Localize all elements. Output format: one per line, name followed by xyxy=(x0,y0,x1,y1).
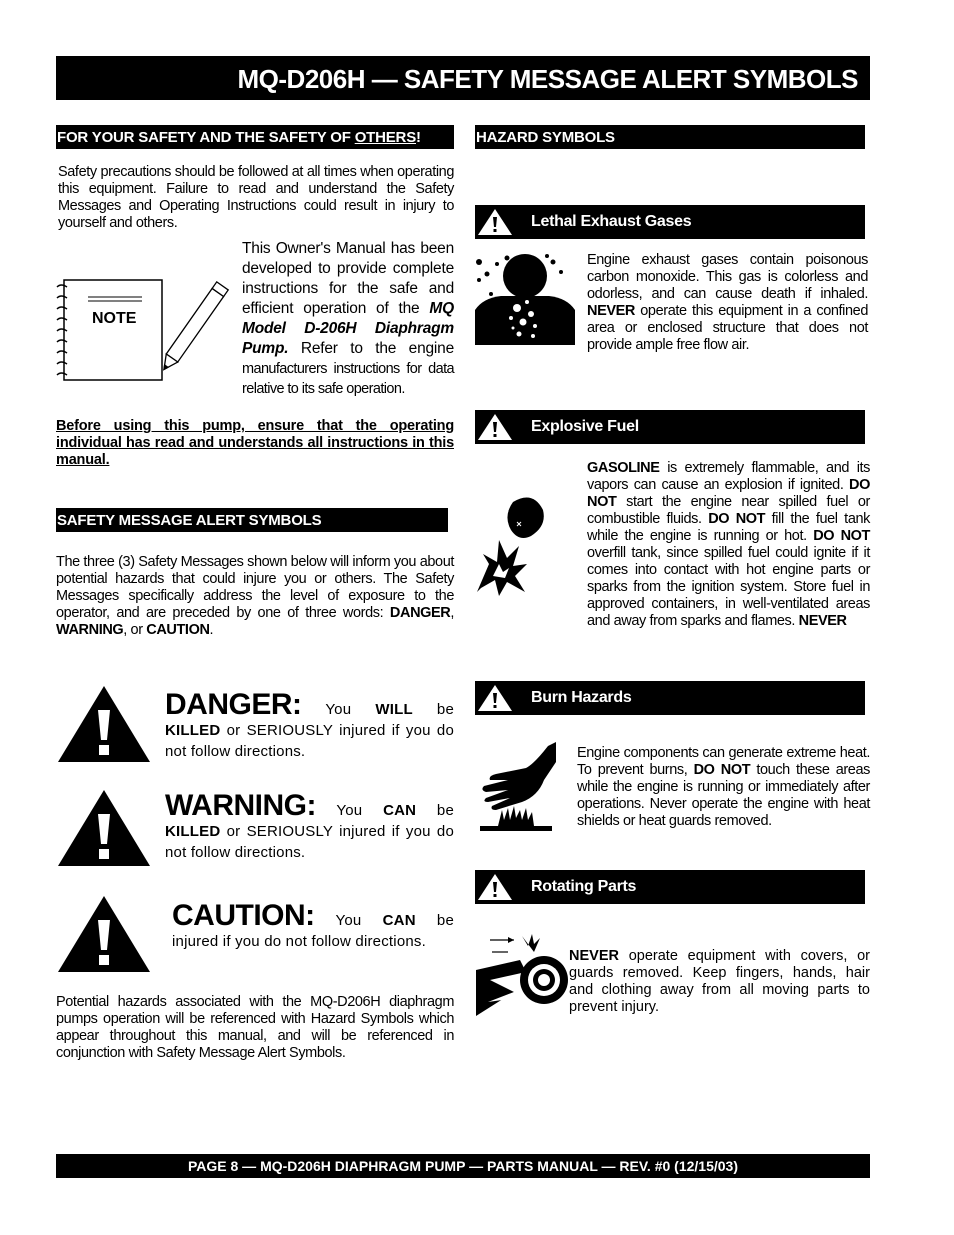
fuel-do-not-2: DO NOT xyxy=(708,511,766,527)
exhaust-warning-triangle-icon xyxy=(477,208,513,236)
safety-heading-suffix: ! xyxy=(416,129,421,146)
warning-killed: KILLED xyxy=(165,823,221,840)
danger-be: be xyxy=(412,701,454,718)
explosive-fuel-icon xyxy=(473,492,573,600)
exhaust-never: NEVER xyxy=(587,303,635,319)
rotating-parts-icon xyxy=(474,932,568,1024)
burn-description xyxy=(577,745,870,830)
warning-word: WARNING: xyxy=(165,789,316,822)
danger-rest: or SERIOUSLY injured if you do not follow directions. xyxy=(165,722,454,760)
exhaust-gas-person-icon xyxy=(473,250,577,350)
safety-heading-others: OTHERS xyxy=(354,129,416,146)
warning-you: You xyxy=(315,802,384,819)
burn-hazard-bar xyxy=(475,681,865,715)
fuel-hazard-label: Explosive Fuel xyxy=(531,418,639,435)
manual-model-name: MQ Model D-206H Diaphragm Pump. xyxy=(242,300,454,357)
fuel-gasoline: GASOLINE xyxy=(587,460,660,476)
danger-will: WILL xyxy=(375,701,413,718)
fuel-warning-triangle-icon xyxy=(477,413,513,441)
rotating-text-1: operate equipment with covers, or guards removed. Keep fingers, hands, hair and clothing away from all moving parts to prevent injury. xyxy=(569,948,870,1015)
alert-end: . xyxy=(209,622,214,638)
caution-message xyxy=(172,899,454,952)
rotating-hazard-bar xyxy=(475,870,865,904)
warning-can: CAN xyxy=(383,802,417,819)
alert-symbols-heading xyxy=(56,508,448,532)
fuel-description xyxy=(587,460,870,630)
fuel-hazard-bar xyxy=(475,410,865,444)
burn-hazard-label: Burn Hazards xyxy=(531,689,632,706)
intro-paragraph: Safety precautions should be followed at all times when operating this equipment. Failure to read and understand the Safety Messages and Operating Instructions could result in injury to yourself and others. xyxy=(58,164,454,231)
exhaust-text-2: operate this equipment in a confined area or enclosed structure that does not provide ample free flow air. xyxy=(587,303,868,353)
danger-word: DANGER: xyxy=(165,688,302,721)
note-label: NOTE xyxy=(92,310,137,327)
potential-hazards-paragraph: Potential hazards associated with the MQ-D206H diaphragm pumps operation will be referenced with Hazard Symbols which appear throughout this manual, and will be referenced in conjunction with Safety Message Alert Symbols. xyxy=(56,994,454,1061)
caution-you: You xyxy=(314,912,383,929)
warning-triangle-icon xyxy=(56,788,152,868)
hazard-symbols-heading-text: HAZARD SYMBOLS xyxy=(476,129,615,146)
alert-paragraph xyxy=(56,554,454,639)
warning-rest: or SERIOUSLY injured if you do not follow directions. xyxy=(165,823,454,861)
fuel-never: NEVER xyxy=(798,613,847,629)
fuel-text-2: start the engine near spilled fuel or combustible fluids. xyxy=(587,494,870,527)
rotating-hazard-label: Rotating Parts xyxy=(531,878,637,895)
alert-word-warning: WARNING xyxy=(56,622,124,638)
burn-text-1: Engine components can generate extreme heat. To prevent burns, xyxy=(577,745,870,778)
manual-text-1: This Owner's Manual has been developed to provide complete instructions for the safe and efficient operation of the xyxy=(242,240,454,317)
alert-word-danger: DANGER xyxy=(389,605,451,621)
rotating-description xyxy=(569,948,870,1016)
fuel-text-1: is extremely flammable, and its vapors can cause an explosion if ignited. xyxy=(587,460,870,493)
manual-text-2: Refer to the engine xyxy=(288,340,454,357)
alert-word-caution: CAUTION xyxy=(146,622,210,638)
page-footer xyxy=(56,1154,870,1178)
hazard-symbols-heading xyxy=(475,125,865,149)
alert-symbols-heading-text: SAFETY MESSAGE ALERT SYMBOLS xyxy=(57,512,322,529)
caution-rest: be injured if you do not follow directions. xyxy=(172,912,454,950)
warning-message xyxy=(165,789,454,863)
fuel-do-not-1: DO NOT xyxy=(587,477,870,510)
fuel-do-not-3: DO NOT xyxy=(813,528,870,544)
page-title: MQ-D206H — SAFETY MESSAGE ALERT SYMBOLS xyxy=(237,64,858,94)
danger-message xyxy=(165,688,454,762)
fuel-text-4: overfill tank, since spilled fuel could ignite if it comes into contact with hot engine parts or sparks from the ignition system. Store fuel in approved containers, in well-ventilated areas and away from sparks and flames. xyxy=(587,545,870,629)
danger-triangle-icon xyxy=(56,684,152,764)
before-using-notice: Before using this pump, ensure that the operating individual has read and understands all instructions in this manual. xyxy=(56,418,454,468)
alert-sep-2: , or xyxy=(123,622,147,638)
rotating-never: NEVER xyxy=(569,948,619,964)
footer-text: PAGE 8 — MQ-D206H DIAPHRAGM PUMP — PARTS MANUAL — REV. #0 (12/15/03) xyxy=(187,1158,738,1174)
fuel-text-3: fill the fuel tank while the engine is running or hot. xyxy=(587,511,870,544)
exhaust-description xyxy=(587,252,868,354)
note-notebook-icon xyxy=(54,270,230,385)
caution-word: CAUTION: xyxy=(172,899,315,932)
exhaust-text-1: Engine exhaust gases contain poisonous carbon monoxide. This gas is colorless and odorless, and can cause death if inhaled. xyxy=(587,252,868,302)
burn-warning-triangle-icon xyxy=(477,684,513,712)
alert-text: The three (3) Safety Messages shown below will inform you about potential hazards that could injure you or others. The Safety Messages specifically address the level of exposure to the operator, and are preceded by one of three words: xyxy=(56,554,454,621)
safety-heading-text: FOR YOUR SAFETY AND THE SAFETY OF xyxy=(57,129,355,146)
danger-you: You xyxy=(301,701,376,718)
manual-paragraph xyxy=(242,239,454,399)
burn-do-not: DO NOT xyxy=(693,762,751,778)
hot-surface-hand-icon xyxy=(478,740,558,834)
caution-triangle-icon xyxy=(56,894,152,974)
danger-killed: KILLED xyxy=(165,722,221,739)
rotating-warning-triangle-icon xyxy=(477,873,513,901)
alert-sep-1: , xyxy=(450,605,454,621)
exhaust-hazard-label: Lethal Exhaust Gases xyxy=(531,213,692,230)
exhaust-hazard-bar xyxy=(475,205,865,239)
page-title-bar xyxy=(56,56,870,100)
manual-text-3: manufacturers instructions for data relative to its safe operation. xyxy=(242,361,454,397)
burn-text-2: touch these areas while the engine is running or immediately after operations. Never operate the engine with heat shields or heat guards removed. xyxy=(577,762,870,829)
caution-can: CAN xyxy=(382,912,416,929)
warning-be: be xyxy=(416,802,454,819)
safety-heading xyxy=(56,125,454,149)
